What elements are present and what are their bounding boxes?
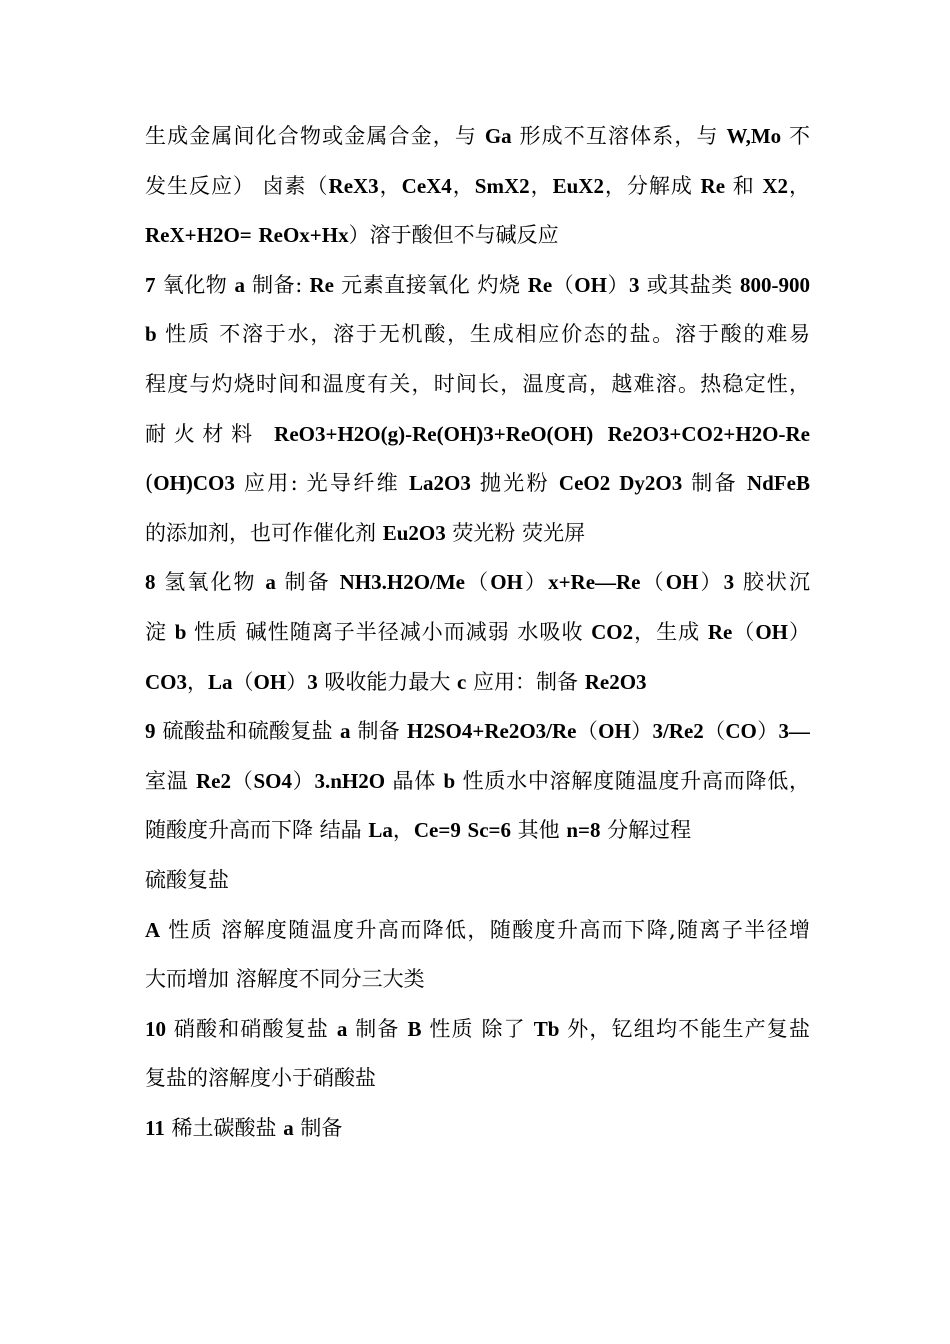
text-line: 11 稀土碳酸盐 a 制备 xyxy=(145,1115,343,1140)
document-body xyxy=(145,112,810,1153)
text-line: 9 硫酸盐和硫酸复盐 a 制备 H2SO4+Re2O3/Re（OH）3/Re2（CO）3— xyxy=(145,719,810,744)
text-line: 耐火材料 ReO3+H2O(g)-Re(OH)3+ReO(OH) Re2O3+CO2+H2O-Re xyxy=(145,421,810,446)
text-line: 硫酸复盐 xyxy=(145,867,229,892)
text-line: A 性质 溶解度随温度升高而降低，随酸度升高而下降,随离子半径增 xyxy=(145,917,810,942)
text-line: CO3，La（OH）3 吸收能力最大 c 应用：制备 Re2O3 xyxy=(145,669,647,694)
text-line: 程度与灼烧时间和温度有关，时间长，温度高，越难溶。热稳定性， xyxy=(145,371,810,396)
text-line: 10 硝酸和硝酸复盐 a 制备 B 性质 除了 Tb 外，钇组均不能生产复盐 xyxy=(145,1016,810,1041)
text-line: (OH)CO3 应用: 光导纤维 La2O3 抛光粉 CeO2 Dy2O3 制备 NdFeB xyxy=(145,471,810,496)
text-line: ReX+H2O= ReOx+Hx）溶于酸但不与碱反应 xyxy=(145,223,559,248)
text-line: 淀 b 性质 碱性随离子半径减小而减弱 水吸收 CO2，生成 Re（OH） xyxy=(145,619,810,644)
text-line: b 性质 不溶于水，溶于无机酸，生成相应价态的盐。溶于酸的难易 xyxy=(145,322,810,347)
text-line: 大而增加 溶解度不同分三大类 xyxy=(145,967,425,992)
text-line: 生成金属间化合物或金属合金，与 Ga 形成不互溶体系，与 W,Mo 不 xyxy=(145,124,810,148)
text-line: 8 氢氧化物 a 制备 NH3.H2O/Me（OH）x+Re—Re（OH）3 胶状沉 xyxy=(145,570,810,595)
text-line: 发生反应） 卤素（ReX3，CeX4，SmX2，EuX2，分解成 Re 和 X2， xyxy=(145,173,810,198)
text-line: 随酸度升高而下降 结晶 La，Ce=9 Sc=6 其他 n=8 分解过程 xyxy=(145,818,692,843)
text-line: 7 氧化物 a 制备: Re 元素直接氧化 灼烧 Re（OH）3 或其盐类 800-900 xyxy=(145,272,810,297)
text-line: 的添加剂，也可作催化剂 Eu2O3 荧光粉 荧光屏 xyxy=(145,520,586,545)
text-line: 室温 Re2（SO4）3.nH2O 晶体 b 性质水中溶解度随温度升高而降低， xyxy=(145,768,810,793)
text-line: 复盐的溶解度小于硝酸盐 xyxy=(145,1066,376,1091)
